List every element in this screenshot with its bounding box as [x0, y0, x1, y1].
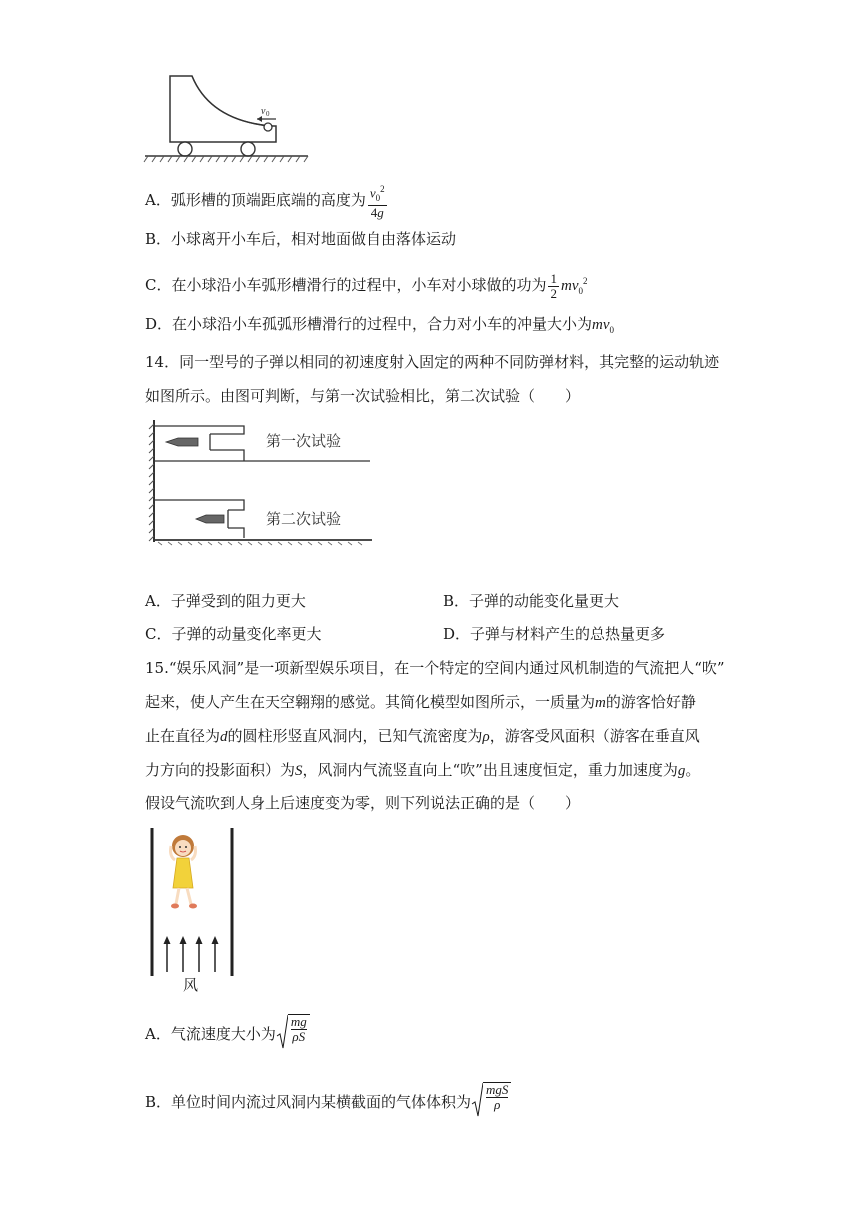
formula-v0sq-over-4g: $\frac{v_0^2}{4g}$ — [369, 184, 385, 220]
q14-stem-line1: 14．同一型号的子弹以相同的初速度射入固定的两种不同防弹材料，其完整的运动轨迹 — [145, 353, 720, 371]
wheel-icon — [241, 142, 255, 156]
ball-icon — [264, 123, 272, 131]
q14-option-d: D．子弹与材料产生的总热量更多 — [443, 625, 666, 643]
formula-sqrt-mg-over-rhoS: $\frac{mg}{\rho S}$ — [276, 1014, 310, 1056]
cart-arc-figure — [140, 68, 320, 168]
wind-label: 风 — [183, 976, 199, 994]
q15-option-b — [145, 1082, 511, 1124]
symbol-rho: ρ — [482, 729, 490, 745]
q15-stem-line5: 假设气流吹到人身上后速度变为零，则下列说法正确的是（ ） — [145, 794, 581, 812]
q13-option-a-text: A．弧形槽的顶端距底端的高度为 — [145, 191, 366, 209]
q13-option-c-text: C．在小球沿小车弧形槽滑行的过程中，小车对小球做的功为 — [145, 276, 547, 294]
q15-stem-line1: 15.“娱乐风洞”是一项新型娱乐项目，在一个特定的空间内通过风机制造的气流把人“吹” — [145, 659, 725, 677]
q15-stem-line3: 止在直径为d的圆柱形竖直风洞内，已知气流密度为ρ，游客受风面积（游客在垂直风 — [145, 727, 700, 745]
svg-text:0: 0 — [266, 110, 270, 118]
q13-option-d — [145, 314, 614, 340]
formula-sqrt-mgS-over-rho: $\frac{\text{mgS}}{\rho}$ — [471, 1082, 511, 1124]
wheel-icon — [178, 142, 192, 156]
formula-mv0sq: $mv_0^2$ — [560, 276, 588, 296]
q15-stem-line2: 起来，使人产生在天空翱翔的感觉。其简化模型如图所示，一质量为m的游客恰好静 — [145, 693, 696, 711]
svg-text:v: v — [261, 106, 266, 117]
q13-option-d-text: D．在小球沿小车孤弧形槽滑行的过程中，合力对小车的冲量大小为 — [145, 315, 593, 333]
symbol-g: g — [677, 763, 686, 779]
bullet-experiment-figure — [148, 418, 378, 546]
q15-option-b-text: B．单位时间内流过风洞内某横截面的气体体积为 — [145, 1093, 472, 1111]
q13-option-c — [145, 265, 587, 307]
q14-stem-line2: 如图所示。由图可判断，与第一次试验相比，第二次试验（ ） — [145, 387, 581, 405]
q15-option-a — [145, 1014, 310, 1056]
wind-tunnel-figure — [145, 826, 245, 996]
q13-option-a — [145, 182, 389, 220]
label-first-experiment: 第一次试验 — [266, 432, 342, 450]
q15-option-a-text: A．气流速度大小为 — [145, 1025, 276, 1043]
symbol-m: m — [595, 695, 606, 711]
formula-mv0: $mv_0$ — [592, 317, 615, 335]
q14-option-c: C．子弹的动量变化率更大 — [145, 625, 322, 643]
label-second-experiment: 第二次试验 — [266, 510, 342, 528]
q14-option-a: A．子弹受到的阻力更大 — [145, 592, 306, 610]
q13-option-b: B．小球离开小车后，相对地面做自由落体运动 — [145, 230, 457, 248]
formula-one-half: $\frac{1}{2}$ — [550, 270, 557, 301]
tourist-icon — [171, 835, 198, 909]
q15-stem-line4: 力方向的投影面积）为S，风洞内气流竖直向上“吹”出且速度恒定，重力加速度为g。 — [145, 761, 701, 779]
symbol-s: S — [295, 763, 303, 779]
q14-option-b: B．子弹的动能变化量更大 — [443, 592, 620, 610]
symbol-d: d — [220, 729, 228, 745]
